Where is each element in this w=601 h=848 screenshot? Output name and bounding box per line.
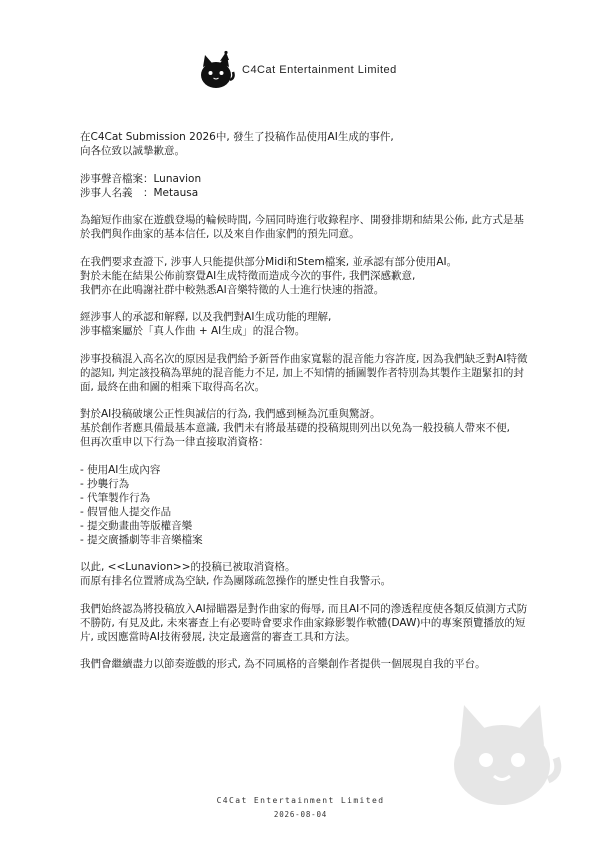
- company-name: C4Cat Entertainment Limited: [242, 64, 397, 76]
- announcement-body: [80, 130, 530, 685]
- footer-date: 2026-08-04: [273, 810, 328, 819]
- incident-details: 涉事聲音檔案：Lunavion 涉事人名義 ：Metausa: [80, 172, 202, 199]
- rule-item: - 使用AI生成內容: [80, 463, 161, 476]
- rules-intro-paragraph: 對於AI投稿破壞公正性與誠信的行為, 我們感到極為沉重與驚訝。 基於創作者應具備最基本意識, 我們未有將最基礎的投稿規則列出以免為一般投稿人帶來不便, 但再次重申以下行為一律直接取消資格：: [80, 408, 511, 448]
- opening-paragraph: 在C4Cat Submission 2026中, 發生了投稿作品使用AI生成的事件, 向各位致以誠摯歉意。: [80, 131, 394, 157]
- footer-company-name: C4Cat Entertainment Limited: [216, 796, 385, 805]
- classification-paragraph: 經涉事人的承認和解釋, 以及我們對AI生成功能的理解, 涉事檔案屬於「真人作曲 + AI生成」的混合物。: [80, 311, 332, 337]
- rule-item: - 抄襲行為: [80, 477, 130, 490]
- rule-item: - 提交廣播劇等非音樂檔案: [80, 533, 203, 546]
- cat-watermark-icon: [440, 700, 565, 810]
- future-review-paragraph: 我們始終認為將投稿放入AI掃瞄器是對作曲家的侮辱, 而且AI不同的滲透程度使各類反偵測方式防不勝防, 有見及此, 未來審查上有必要時會要求作曲家錄影製作軟體(DAW)中的專案預覽播放的短片, 或因應當時AI技術發展, 決定最適當的審查工具和方法。: [80, 602, 528, 643]
- cat-logo-icon: [196, 50, 236, 90]
- verification-paragraph: 在我們要求查證下, 涉事人只能提供部分Midi和Stem檔案, 並承認有部分使用AI。 對於未能在結果公佈前察覺AI生成特徵而造成今次的事件, 我們深感歉意, 我們亦在此鳴謝社群中較熟悉AI音樂特徵的人士進行快速的指證。: [80, 255, 458, 296]
- rule-item: - 代筆製作行為: [80, 491, 151, 504]
- disqualification-paragraph: 以此, <<Lunavion>>的投稿已被取消資格。 而原有排名位置將成為空缺, 作為團隊疏忽操作的歷史性自我警示。: [80, 561, 392, 587]
- closing-paragraph: 我們會繼續盡力以節奏遊戲的形式, 為不同風格的音樂創作者提供一個展現自我的平台。: [80, 658, 486, 670]
- process-paragraph: 為縮短作曲家在遊戲登場的輪候時間, 今屆同時進行收錄程序、開發排期和結果公佈, 此方式是基於我們與作曲家的基本信任, 以及來自作曲家們的預先同意。: [80, 214, 524, 240]
- rule-item: - 假冒他人提交作品: [80, 505, 172, 518]
- letterhead: [0, 0, 601, 110]
- ranking-reason-paragraph: 涉事投稿混入高名次的原因是我們給予新晉作曲家寬鬆的混音能力容許度, 因為我們缺乏對AI特徵的認知, 判定該投稿為單純的混音能力不足, 加上不知情的插圖製作者特別為其製作主題緊扣的封面, 最終在曲和圖的相乘下取得高名次。: [80, 352, 528, 393]
- rule-item: - 提交動畫曲等版權音樂: [80, 519, 193, 532]
- disqualification-rules-list: [80, 463, 530, 547]
